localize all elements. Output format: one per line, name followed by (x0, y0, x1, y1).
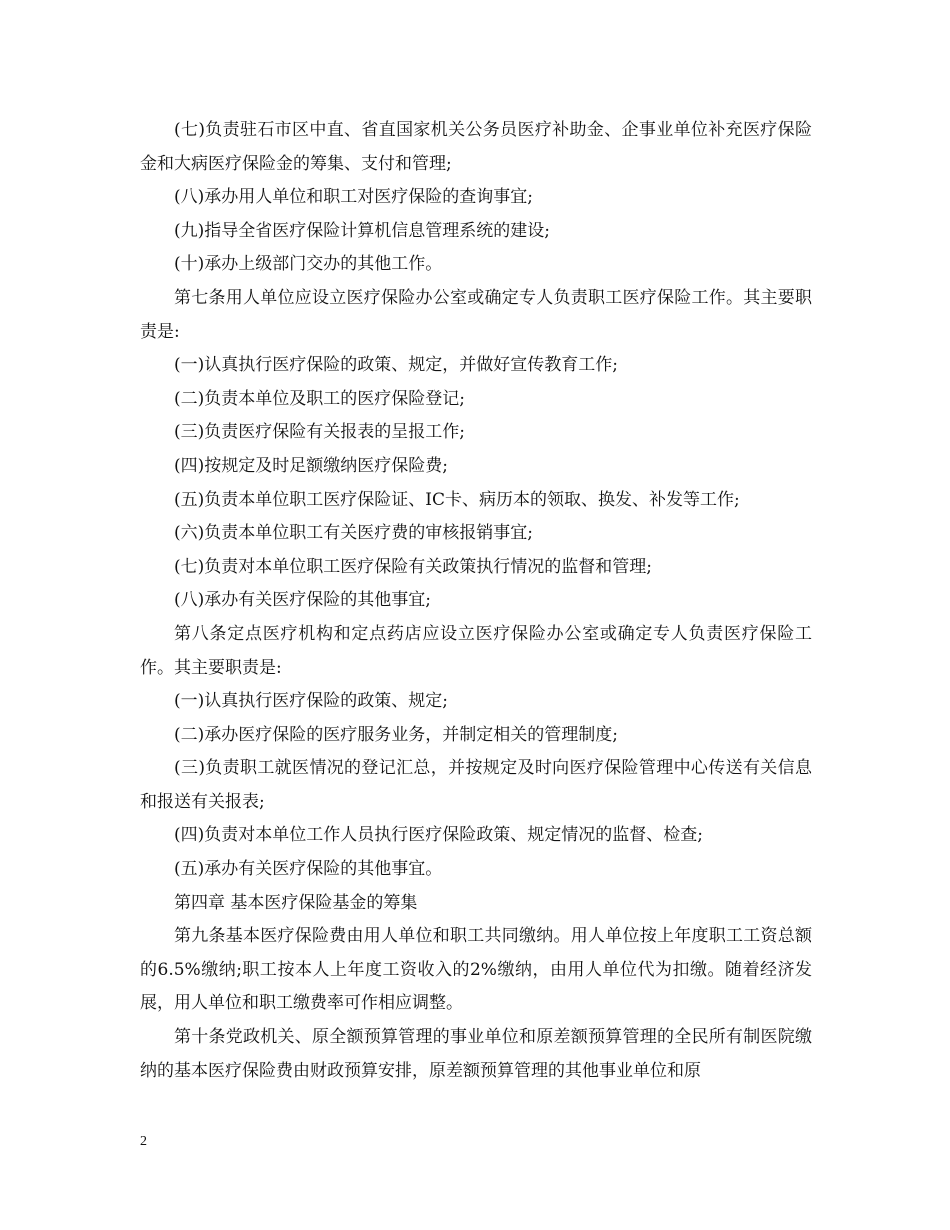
paragraph-7-item-8: (八)承办用人单位和职工对医疗保险的查询事宜; (174, 187, 533, 208)
document-body (140, 114, 812, 1088)
paragraph-7-item-7: (七)负责驻石市区中直、省直国家机关公务员医疗补助金、企事业单位补充医疗保险金和大病医疗保险金的筹集、支付和管理; (140, 120, 812, 174)
article-7-item-8: (八)承办有关医疗保险的其他事宜; (174, 590, 431, 611)
article-9: 第九条基本医疗保险费由用人单位和职工共同缴纳。用人单位按上年度职工工资总额的6.5%缴纳;职工按本人上年度工资收入的2%缴纳，由用人单位代为扣缴。随着经济发展，用人单位和职工缴费率可作相应调整。 (140, 926, 812, 1014)
page-number: 2 (140, 1134, 147, 1149)
article-7-item-6: (六)负责本单位职工有关医疗费的审核报销事宜; (174, 523, 533, 544)
article-7-item-5: (五)负责本单位职工医疗保险证、IC卡、病历本的领取、换发、补发等工作; (174, 489, 740, 510)
article-8: 第八条定点医疗机构和定点药店应设立医疗保险办公室或确定专人负责医疗保险工作。其主要职责是: (140, 623, 812, 678)
article-7-item-4: (四)按规定及时足额缴纳医疗保险费; (174, 455, 448, 476)
article-7-item-3: (三)负责医疗保险有关报表的呈报工作; (174, 422, 465, 443)
article-8-item-3: (三)负责职工就医情况的登记汇总，并按规定及时向医疗保险管理中心传送有关信息和报送有关报表; (140, 758, 812, 812)
article-8-item-2: (二)承办医疗保险的医疗服务业务，并制定相关的管理制度; (174, 724, 618, 745)
article-8-item-1: (一)认真执行医疗保险的政策、规定; (174, 691, 448, 712)
article-8-item-4: (四)负责对本单位工作人员执行医疗保险政策、规定情况的监督、检查; (174, 825, 703, 846)
article-10: 第十条党政机关、原全额预算管理的事业单位和原差额预算管理的全民所有制医院缴纳的基本医疗保险费由财政预算安排，原差额预算管理的其他事业单位和原 (140, 1027, 812, 1081)
chapter-4-heading: 第四章 基本医疗保险基金的筹集 (174, 892, 418, 913)
paragraph-7-item-9: (九)指导全省医疗保险计算机信息管理系统的建设; (174, 220, 550, 241)
article-7-item-2: (二)负责本单位及职工的医疗保险登记; (174, 388, 465, 409)
article-7-item-1: (一)认真执行医疗保险的政策、规定，并做好宣传教育工作; (174, 355, 618, 376)
article-8-item-5: (五)承办有关医疗保险的其他事宜。 (174, 859, 443, 880)
article-7-item-7: (七)负责对本单位职工医疗保险有关政策执行情况的监督和管理; (174, 556, 652, 577)
paragraph-7-item-10: (十)承办上级部门交办的其他工作。 (174, 254, 443, 275)
article-7: 第七条用人单位应设立医疗保险办公室或确定专人负责职工医疗保险工作。其主要职责是: (140, 287, 812, 342)
